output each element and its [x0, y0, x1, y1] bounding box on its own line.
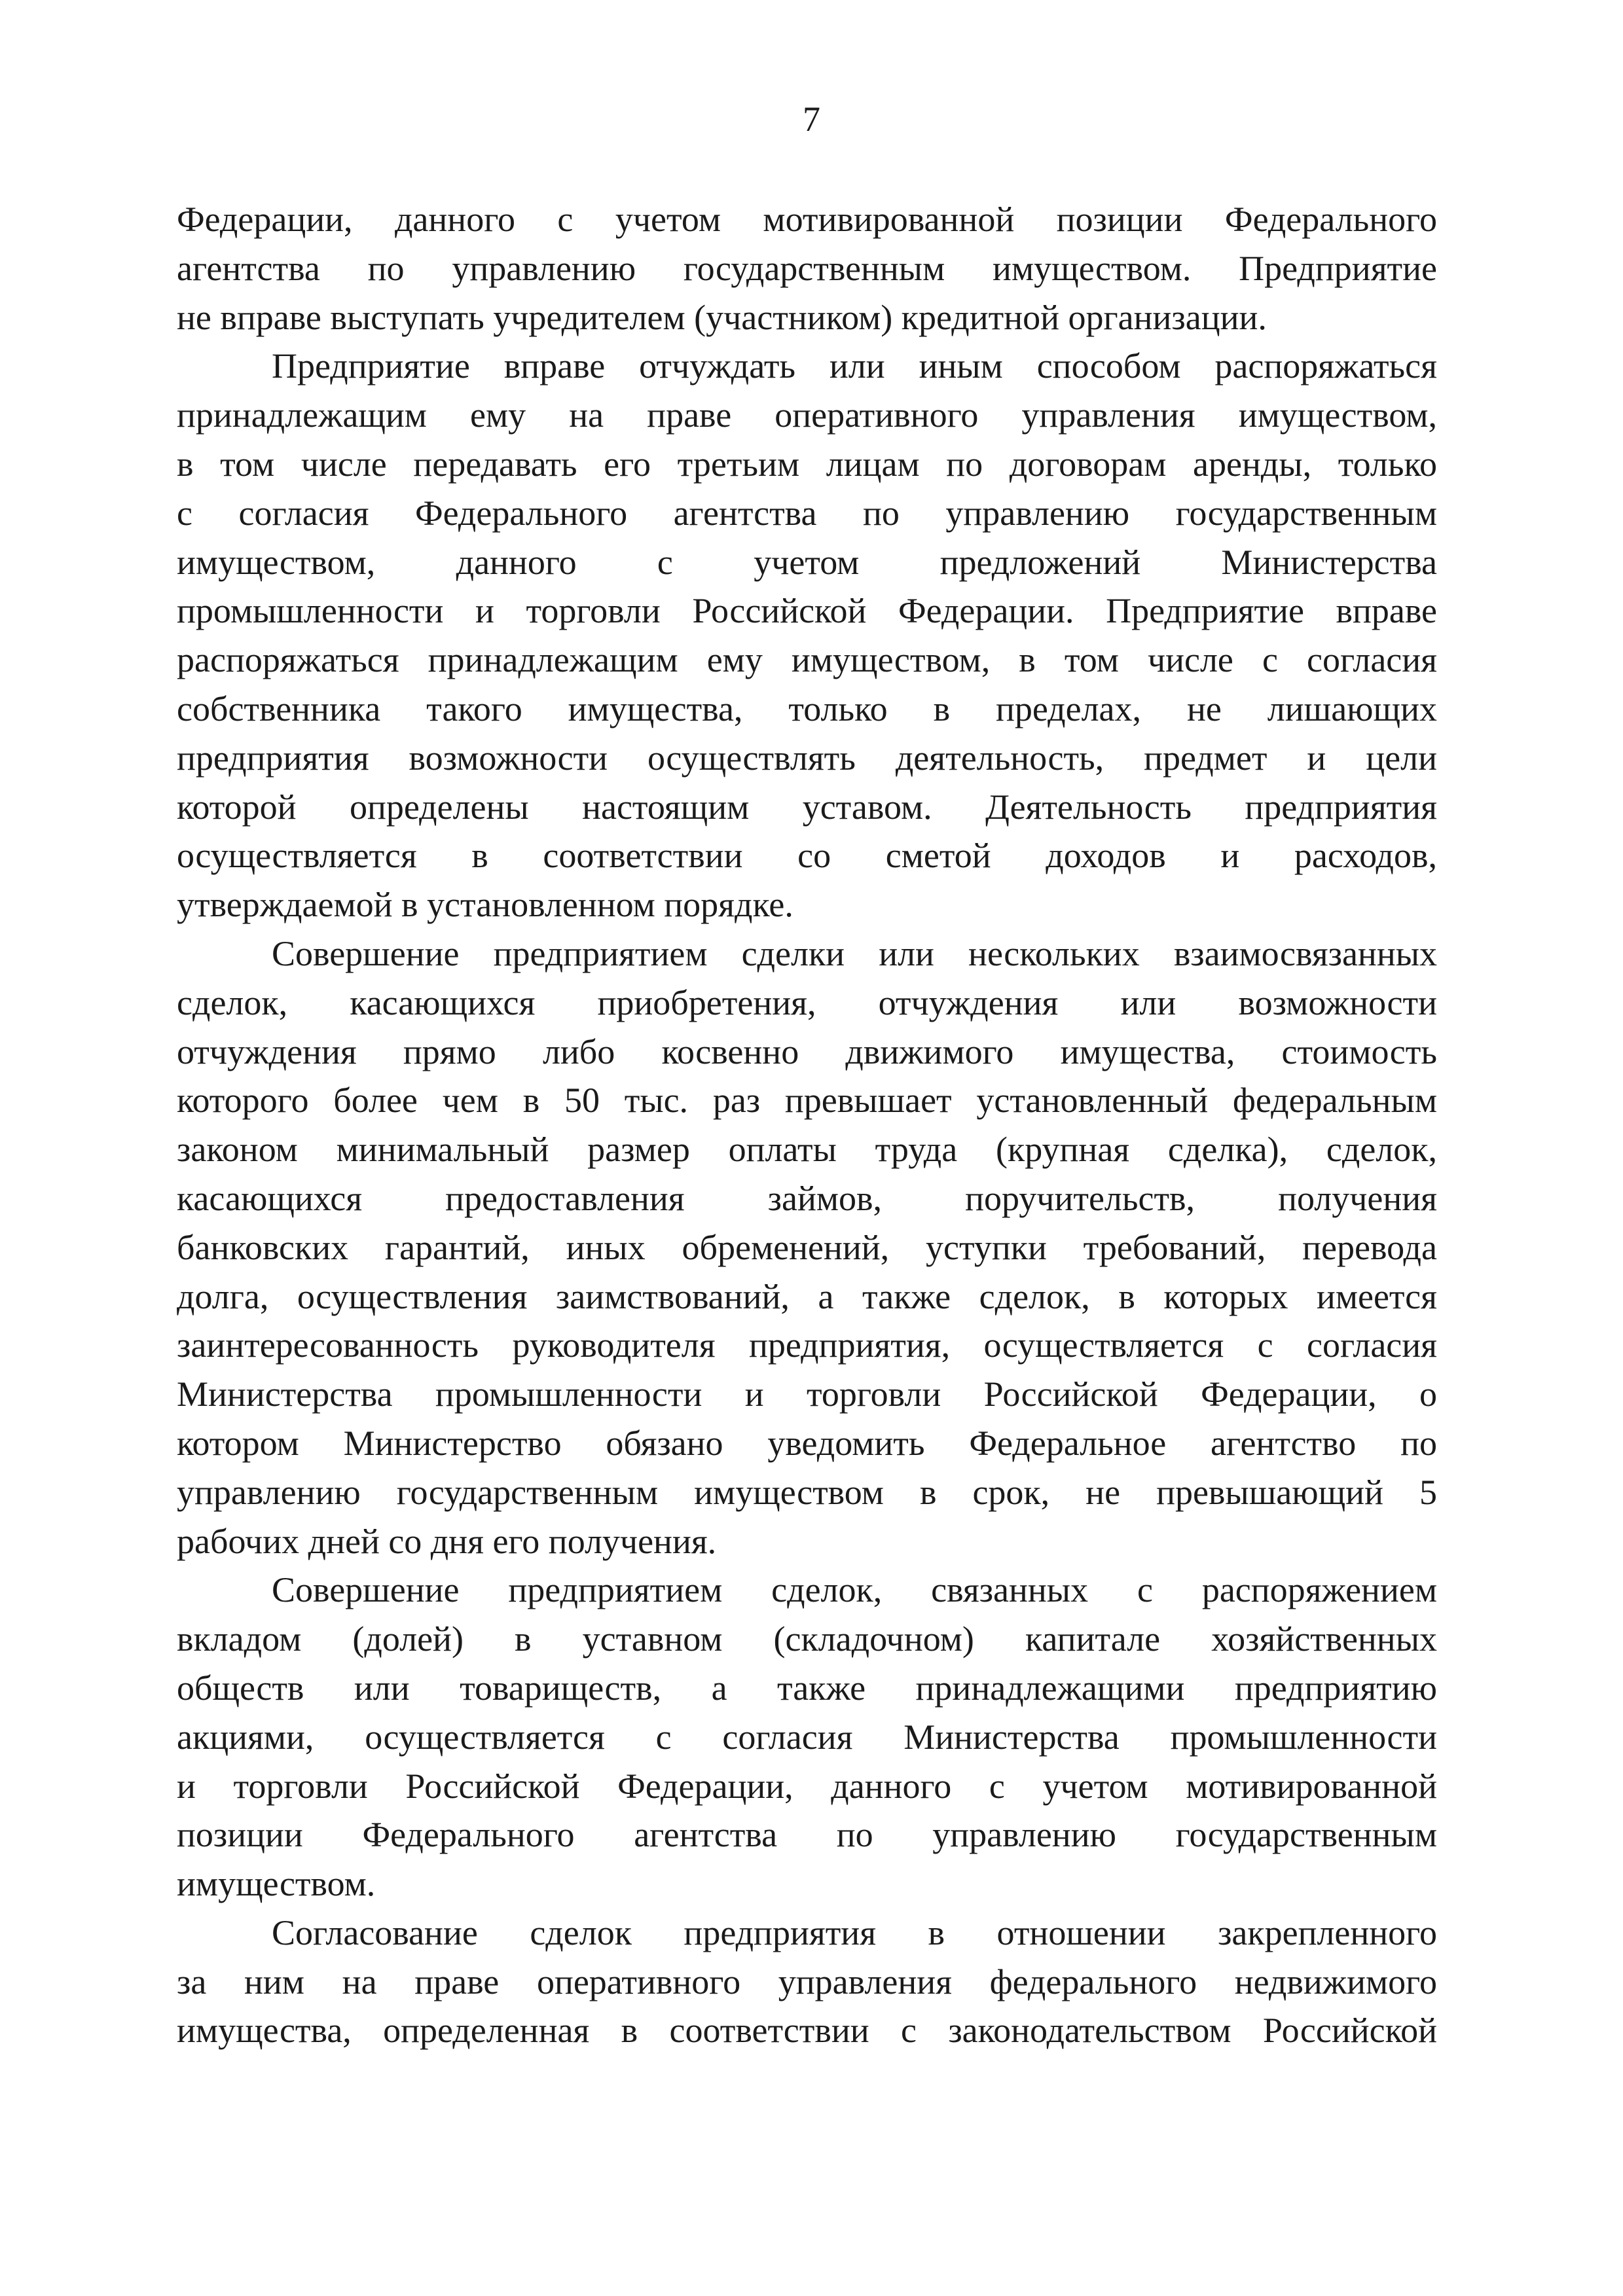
text-line: принадлежащим ему на праве оперативного управления имуществом,	[177, 395, 1437, 435]
document-body	[177, 195, 1437, 2055]
text-line: агентства по управлению государственным имуществом. Предприятие	[177, 248, 1437, 288]
text-line: акциями, осуществляется с согласия Министерства промышленности	[177, 1717, 1437, 1757]
text-line: Совершение предприятием сделок, связанных с распоряжением	[272, 1570, 1437, 1610]
text-line: не вправе выступать учредителем (участником) кредитной организации.	[177, 297, 1267, 337]
text-line: которого более чем в 50 тыс. раз превышает установленный федеральным	[177, 1081, 1437, 1121]
text-line: заинтересованность руководителя предприятия, осуществляется с согласия	[177, 1325, 1437, 1365]
text-line: имуществом.	[177, 1864, 376, 1904]
text-line: Федерации, данного с учетом мотивированной позиции Федерального	[177, 200, 1437, 239]
paragraph-5	[177, 1909, 1437, 2055]
text-line: Совершение предприятием сделки или нескольких взаимосвязанных	[272, 933, 1437, 973]
text-line: Предприятие вправе отчуждать или иным способом распоряжаться	[272, 346, 1437, 386]
text-line: управлению государственным имуществом в срок, не превышающий 5	[177, 1472, 1437, 1512]
text-line: в том числе передавать его третьим лицам по договорам аренды, только	[177, 444, 1437, 484]
text-line: обществ или товариществ, а также принадлежащими предприятию	[177, 1668, 1437, 1708]
text-line: законом минимальный размер оплаты труда (крупная сделка), сделок,	[177, 1130, 1437, 1170]
text-line: долга, осуществления заимствований, а также сделок, в которых имеется	[177, 1276, 1437, 1316]
text-line: осуществляется в соответствии со сметой доходов и расходов,	[177, 836, 1437, 876]
text-line: распоряжаться принадлежащим ему имуществом, в том числе с согласия	[177, 640, 1437, 680]
text-line: банковских гарантий, иных обременений, уступки требований, перевода	[177, 1227, 1437, 1267]
text-line: сделок, касающихся приобретения, отчуждения или возможности	[177, 982, 1437, 1022]
text-line: вкладом (долей) в уставном (складочном) капитале хозяйственных	[177, 1619, 1437, 1659]
paragraph-1	[177, 195, 1437, 342]
text-line: с согласия Федерального агентства по управлению государственным	[177, 493, 1437, 533]
paragraph-3	[177, 929, 1437, 1566]
text-line: касающихся предоставления займов, поручительств, получения	[177, 1178, 1437, 1218]
text-line: отчуждения прямо либо косвенно движимого имущества, стоимость	[177, 1031, 1437, 1071]
text-line: предприятия возможности осуществлять деятельность, предмет и цели	[177, 738, 1437, 778]
text-line: котором Министерство обязано уведомить Федеральное агентство по	[177, 1423, 1437, 1463]
page-number: 7	[803, 99, 820, 139]
text-line: которой определены настоящим уставом. Деятельность предприятия	[177, 787, 1437, 827]
paragraph-2	[177, 342, 1437, 929]
text-line: собственника такого имущества, только в пределах, не лишающих	[177, 689, 1437, 728]
paragraph-4	[177, 1566, 1437, 1909]
text-line: позиции Федерального агентства по управлению государственным	[177, 1815, 1437, 1855]
text-line: промышленности и торговли Российской Федерации. Предприятие вправе	[177, 591, 1437, 631]
text-line: Министерства промышленности и торговли Российской Федерации, о	[177, 1374, 1437, 1414]
text-line: рабочих дней со дня его получения.	[177, 1521, 717, 1561]
text-line: утверждаемой в установленном порядке.	[177, 885, 793, 925]
text-line: имуществом, данного с учетом предложений Министерства	[177, 542, 1437, 582]
text-line: за ним на праве оперативного управления федерального недвижимого	[177, 1962, 1437, 2001]
text-line: и торговли Российской Федерации, данного с учетом мотивированной	[177, 1766, 1437, 1806]
text-line: имущества, определенная в соответствии с законодательством Российской	[177, 2011, 1437, 2051]
text-line: Согласование сделок предприятия в отношении закрепленного	[272, 1912, 1437, 1952]
